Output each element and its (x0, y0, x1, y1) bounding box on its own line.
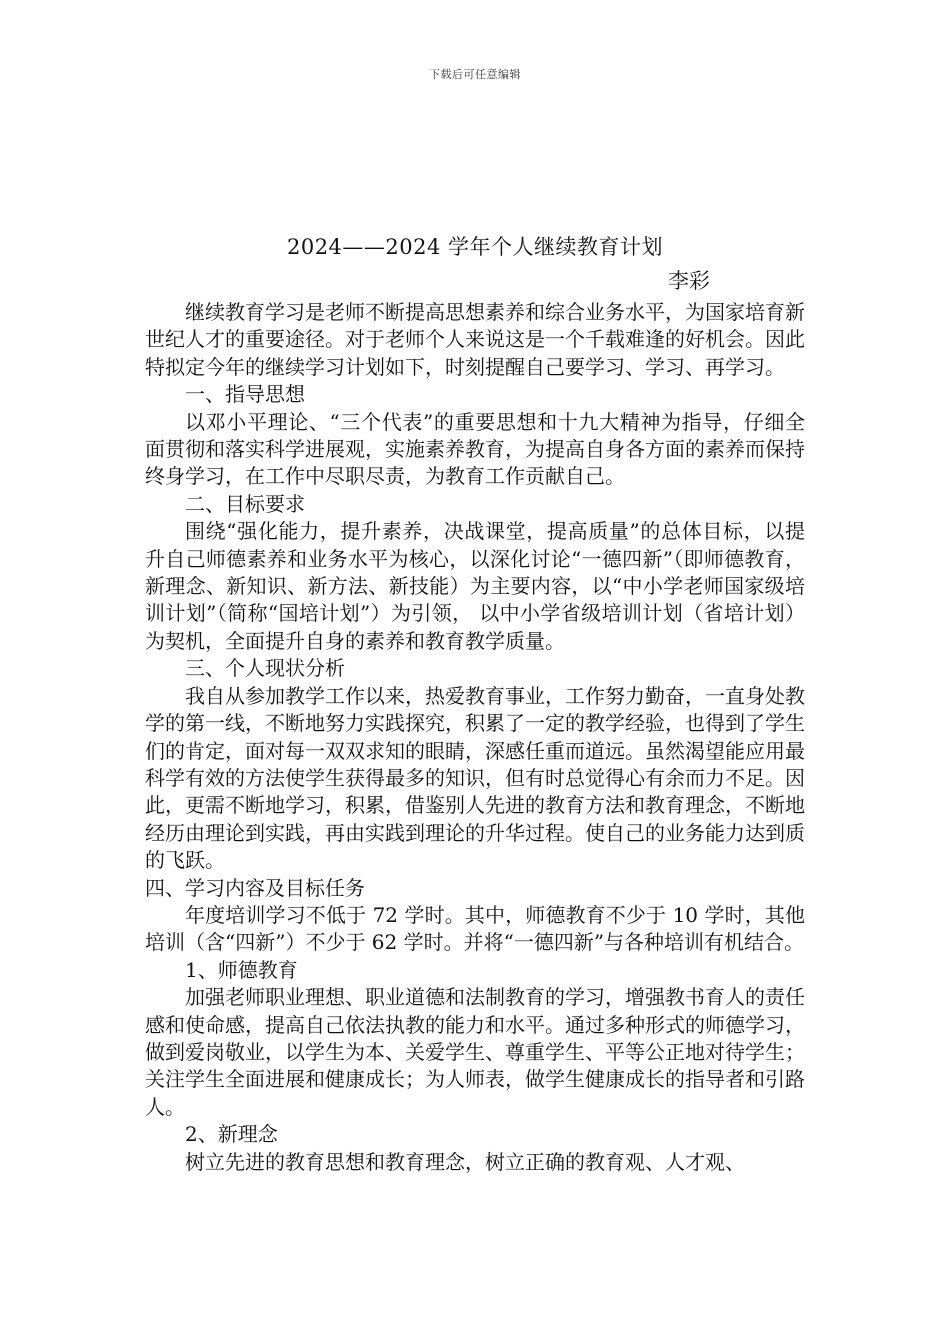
document-title: 2024——2024 学年个人继续教育计划 (286, 235, 664, 259)
paragraph-status-analysis: 我自从参加教学工作以来，热爱教育事业，工作努力勤奋，一直身处教学的第一线，不断地努力实践探究，积累了一定的教学经验，也得到了学生们的肯定，面对每一双双求知的眼睛，深感任重而道远。虽然渴望能应用最科学有效的方法使学生获得最多的知识，但有时总觉得心有余而力不足。因此，更需不断地学习，积累，借鉴别人先进的教育方法和教育理念，不断地经历由理论到实践，再由实践到理论的升华过程。使自己的业务能力达到质的飞跃。 (145, 683, 805, 873)
document-body (145, 299, 805, 1176)
section-heading-guiding-thought: 一、指导思想 (185, 382, 305, 407)
section-heading-learning-content: 四、学习内容及目标任务 (145, 875, 365, 900)
paragraph-learning-content: 年度培训学习不低于 72 学时。其中，师德教育不少于 10 学时，其他培训（含“四新”）不少于 62 学时。并将“一德四新”与各种培训有机结合。 (145, 902, 805, 955)
paragraph-new-concepts: 树立先进的教育思想和教育理念，树立正确的教育观、人才观、 (185, 1149, 745, 1174)
paragraph-guiding-thought: 以邓小平理论、“三个代表”的重要思想和十九大精神为指导，仔细全面贯彻和落实科学进展观，实施素养教育，为提高自身各方面的素养而保持终身学习，在工作中尽职尽责，为教育工作贡献自己。 (145, 409, 805, 489)
section-heading-status-analysis: 三、个人现状分析 (185, 656, 345, 681)
subheading-new-concepts: 2、新理念 (185, 1122, 278, 1147)
section-heading-goals: 二、目标要求 (185, 491, 305, 516)
document-author: 李彩 (668, 269, 710, 293)
subheading-ethics-education: 1、师德教育 (185, 957, 298, 982)
paragraph-intro: 继续教育学习是老师不断提高思想素养和综合业务水平，为国家培育新世纪人才的重要途径。对于老师个人来说这是一个千载难逢的好机会。因此特拟定今年的继续学习计划如下，时刻提醒自己要学习、学习、再学习。 (145, 300, 805, 379)
paragraph-ethics-education: 加强老师职业理想、职业道德和法制教育的学习，增强教书育人的责任感和使命感，提高自己依法执教的能力和水平。通过多种形式的师德学习，做到爱岗敬业，以学生为本、关爱学生、尊重学生、平等公正地对待学生；关注学生全面进展和健康成长；为人师表，做学生健康成长的指导者和引路人。 (145, 985, 805, 1119)
paragraph-goals: 围绕“强化能力，提升素养，决战课堂，提高质量”的总体目标，以提升自己师德素养和业务水平为核心，以深化讨论“一德四新”（即师德教育，新理念、新知识、新方法、新技能）为主要内容，以“中小学老师国家级培训计划”（简称“国培计划”）为引领， 以中小学省级培训计划（省培计划）为契机，全面提升自身的素养和教育教学质量。 (145, 519, 805, 653)
header-note: 下载后可任意编辑 (429, 68, 521, 81)
